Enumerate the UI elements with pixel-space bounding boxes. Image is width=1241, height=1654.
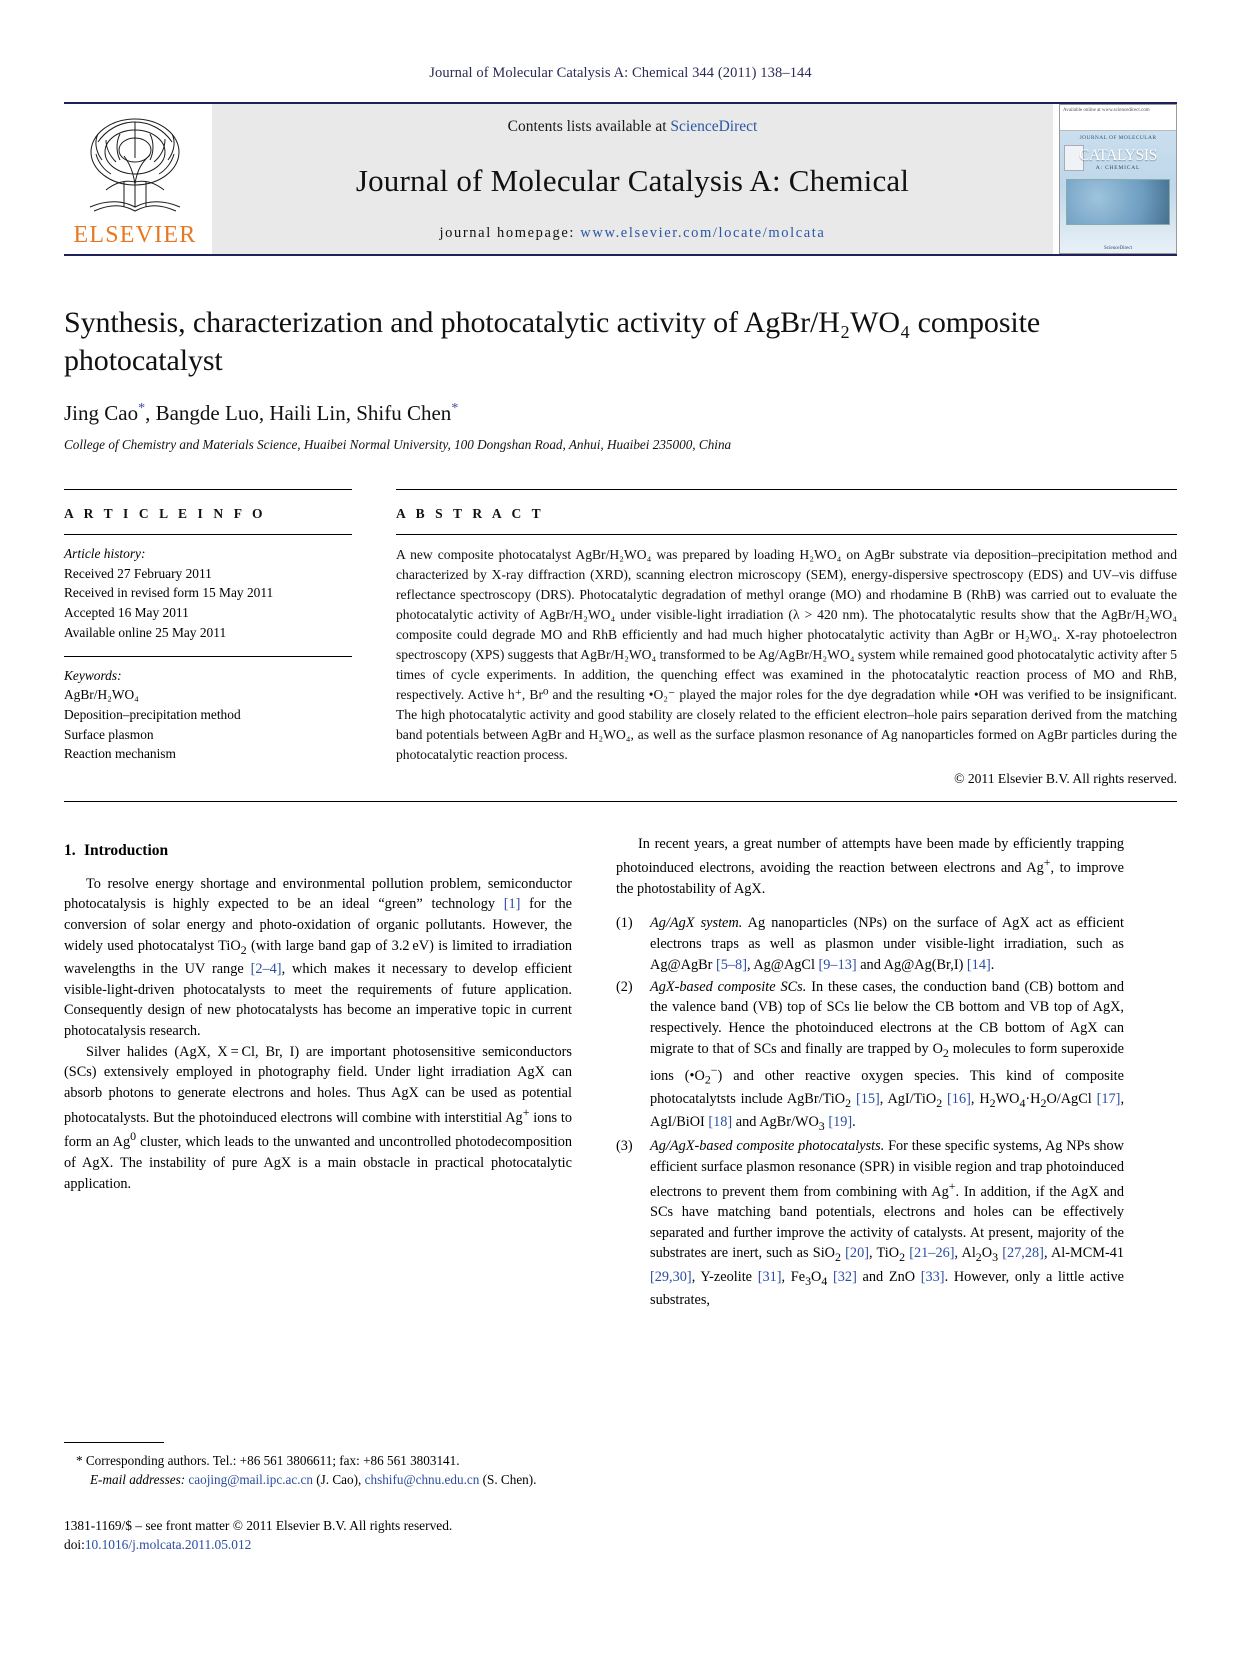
keyword-item: Surface plasmon [64,726,154,742]
email-owner-1: (J. Cao), [312,1472,365,1488]
corresponding-author-footnote [64,1442,572,1489]
list-marker: (1) [616,915,633,932]
contents-prefix: Contents lists available at [507,118,671,135]
body-column-right [616,834,1124,1312]
contents-available-line [508,118,758,136]
section-title: Introduction [84,841,169,859]
keywords-label: Keywords: [64,667,122,683]
cover-subtitle: A: CHEMICAL [1095,165,1141,171]
history-item: Accepted 16 May 2011 [64,605,189,621]
citation-link[interactable]: [15] [855,1090,880,1107]
footnote-emails [64,1470,572,1489]
citation-link[interactable]: [17] [1096,1090,1121,1107]
citation-link[interactable]: [20] [845,1245,869,1262]
doi-link[interactable]: 10.1016/j.molcata.2011.05.012 [84,1537,252,1553]
list-item-lead: Ag/AgX-based composite photocatalysts. [650,1138,885,1155]
list-item: (3) Ag/AgX-based composite photocatalysts. For these specific systems, Ag NPs show efficient surface plasmon resonance (SPR) in visible region and trap photoinduced electrons to prevent them from combining with Ag+. In addition, if the AgX and SCs have matching band potentials, electrons and holes can be effectively separated and further improve the activity of catalysts. At present, majority of the substrates are inert, such as SiO$_2$ [20], TiO$_2$ [21–26], $Al_2O_3$ [27,28], Al-MCM-41 [29,30], Y-zeolite [31], $Fe_3O_4$ [32] and ZnO [33]. However, only a little active substrates, [616,1138,1125,1308]
journal-homepage-line [440,225,826,242]
email-owner-2: (S. Chen). [479,1472,537,1488]
cover-header-text: Available online at www.sciencedirect.com [1060,105,1176,131]
history-item: Received in revised form 15 May 2011 [64,585,274,601]
numbered-list [616,913,1124,1310]
citation-link[interactable]: [2–4] [250,960,282,977]
homepage-prefix: journal homepage: [439,225,581,241]
citation-link[interactable]: [9–13] [818,956,857,973]
running-head: Journal of Molecular Catalysis A: Chemical 344 (2011) 138–144 [429,65,812,81]
body-columns [64,834,1177,1312]
footnote-rule [64,1442,164,1443]
issn-copyright-line: 1381-1169/$ – see front matter © 2011 Elsevier B.V. All rights reserved. [64,1518,453,1533]
list-item-lead: AgX-based composite SCs. [650,978,807,995]
citation-link[interactable]: [1] [503,896,521,913]
masthead-center [212,104,1053,254]
citation-link[interactable]: [21–26] [909,1245,955,1262]
cover-series-label: JOURNAL OF MOLECULAR [1079,135,1157,141]
sciencedirect-link[interactable]: ScienceDirect [670,118,758,135]
keywords-block [64,657,352,765]
masthead-bottom-rule [64,254,1177,256]
list-item: (2) AgX-based composite SCs. In these cases, the conduction band (CB) bottom and the valence band (VB) top of SCs lie below the CB bottom and VB top of AgX, respectively. Hence the photoinduced electrons at the CB bottom of AgX can migrate to that of SCs and finally are trapped by $O_2$ molecules to form superoxide ions $(•O_2^-)$ and other reactive oxygen species. This kind of composite photocatalytsts include AgBr/TiO$_2$ [15], AgI/TiO$_2$ [16], $H_2WO_4\cdot H_2O$/AgCl [17], AgI/BiOI [18] and AgBr/$WO_3$ [19]. [616,978,1125,1133]
doi-prefix: doi: [64,1537,85,1553]
section-number: 1. [64,841,76,859]
intro-paragraph-3: In recent years, a great number of attempts have been made by efficiently trapping photoinduced electrons, avoiding the reaction between electrons and Ag+, to improve the photostability of AgX. [616,835,1124,897]
article-info-heading: A R T I C L E I N F O [64,506,267,521]
cover-artwork [1066,179,1170,225]
cover-footer: ScienceDirect [1103,246,1133,251]
citation-link[interactable]: [33] [920,1268,945,1285]
citation-link[interactable]: [19] [828,1113,853,1130]
footnote-corresponding: * Corresponding authors. Tel.: +86 561 3806611; fax: +86 561 3803141. [76,1453,460,1468]
citation-link[interactable]: [5–8] [715,956,747,973]
info-abstract-block [64,489,1177,787]
abstract-bottom-rule [64,801,1177,802]
affiliation: College of Chemistry and Materials Science, Huaibei Normal University, 100 Dongshan Road, Anhui, Huaibei 235000, China [64,437,732,452]
list-marker: (3) [616,1138,633,1155]
list-item-lead: Ag/AgX system. [650,915,743,932]
elsevier-wordmark: ELSEVIER [73,222,197,248]
colophon [64,1516,624,1555]
email-label: E-mail addresses: [90,1472,186,1488]
journal-masthead [64,102,1177,254]
journal-title: Journal of Molecular Catalysis A: Chemical [355,162,910,198]
list-marker: (2) [616,978,633,995]
keyword-item: Reaction mechanism [64,746,176,762]
keyword-item: AgBr/H₂WO₄ [64,687,139,703]
cover-title: CATALYSIS [1078,147,1158,164]
elsevier-logo [64,104,206,254]
history-item: Received 27 February 2011 [64,565,212,581]
article-info-column [64,489,352,787]
journal-cover-thumbnail [1059,104,1177,254]
history-item: Available online 25 May 2011 [64,624,227,640]
elsevier-tree-icon [76,112,194,220]
abstract-text: A new composite photocatalyst AgBr/H₂WO₄ was prepared by loading H₂WO₄ on AgBr substrate via deposition–precipitation method and characterized by X-ray diffraction (XRD), scanning electron microscopy (SEM), energy-dispersive spectroscopy (EDS) and UV–vis diffuse reflectance spectroscopy (DRS). Photocatalytic degradation of methyl orange (MO) and rhodamine B (RhB) was carried out to evaluate the photocatalytic activity of AgBr/H₂WO₄ under visible-light irradiation (λ > 420 nm). The photocatalytic results show that the AgBr/H₂WO₄ composite could degrade MO and RhB efficiently and had much higher photocatalytic activity than AgBr or H₂WO₄. X-ray photoelectron spectroscopy (XPS) suggests that AgBr/H₂WO₄ transformed to be Ag/AgBr/H₂WO₄ system while remained good photocatalytic activity after 5 times of cycle experiments. In addition, the quenching effect was examined in the photocatalytic reaction process of MO and RhB, respectively. Active h⁺, Br⁰ and the resulting •O₂⁻ played the major roles for the dye degradation while •OH was verified to be insignificant. The high photocatalytic activity and good stability are closely related to the efficient electron–hole pairs separation derived from the matching band potentials between AgBr and H₂WO₄, as well as the surface plasmon resonance of Ag nanoparticles formed on AgBr particles during the photocatalytic reaction process. [396,547,1177,763]
citation-link[interactable]: [32] [833,1268,857,1285]
list-item: (1) Ag/AgX system. Ag nanoparticles (NPs) on the surface of AgX act as efficient electrons traps as well as plasmon under visible-light irradiation, such as Ag@AgBr [5–8], Ag@AgCl [9–13] and Ag@Ag(Br,I) [14]. [616,915,1124,973]
citation-link[interactable]: [18] [708,1113,733,1130]
abstract-column [396,489,1177,787]
email-link-2[interactable]: chshifu@chnu.edu.cn [364,1472,480,1488]
author-list: Jing Cao*, Bangde Luo, Haili Lin, Shifu Chen* [64,401,459,425]
citation-link[interactable]: [29,30] [650,1268,692,1285]
intro-paragraph-2: Silver halides (AgX, X = Cl, Br, I) are important photosensitive semiconductors (SCs) extensively employed in photography field. Under light irradiation AgX can absorb photons to generate electrons and holes. Thus AgX can be used as potential photocatalysts. But the photoinduced electrons will combine with interstitial Ag+ ions to form an Ag$^0$ cluster, which leads to the unwanted and uncontrolled photodecomposition of AgX. The instability of pure AgX is a main obstacle in practical photocatalytic application. [64,1043,572,1192]
homepage-url-link[interactable]: www.elsevier.com/locate/molcata [580,225,826,241]
email-link-1[interactable]: caojing@mail.ipc.ac.cn [188,1472,313,1488]
citation-link[interactable]: [27,28] [1002,1245,1044,1262]
body-column-left [64,834,572,1312]
intro-paragraph-1: To resolve energy shortage and environmental pollution problem, semiconductor photocatalysis is highly expected to be an ideal “green” technology [1] for the conversion of solar energy and photo-oxidation of organic pollutants. However, the widely used photocatalyst TiO$_2$ (with large band gap of 3.2 eV) is limited to irradiation wavelengths in the UV range [2–4], which makes it necessary to develop efficient visible-light-driven photocatalysts to meet the requirements of future application. Consequently design of new photocatalysts has become an imperative topic in current photocatalysis research. [64,875,573,1039]
citation-link[interactable]: [31] [757,1268,782,1285]
history-label: Article history: [64,546,146,561]
abstract-copyright: © 2011 Elsevier B.V. All rights reserved. [954,770,1177,786]
page-title: Synthesis, characterization and photocatalytic activity of AgBr/H₂WO₄ composite photocatalyst [64,306,1041,377]
doi-line [64,1535,624,1554]
keyword-item: Deposition–precipitation method [64,706,241,722]
article-history [64,535,352,656]
citation-link[interactable]: [16] [947,1090,971,1107]
citation-link[interactable]: [14] [966,956,991,973]
section-heading-introduction [64,842,572,860]
abstract-heading: A B S T R A C T [396,506,545,521]
